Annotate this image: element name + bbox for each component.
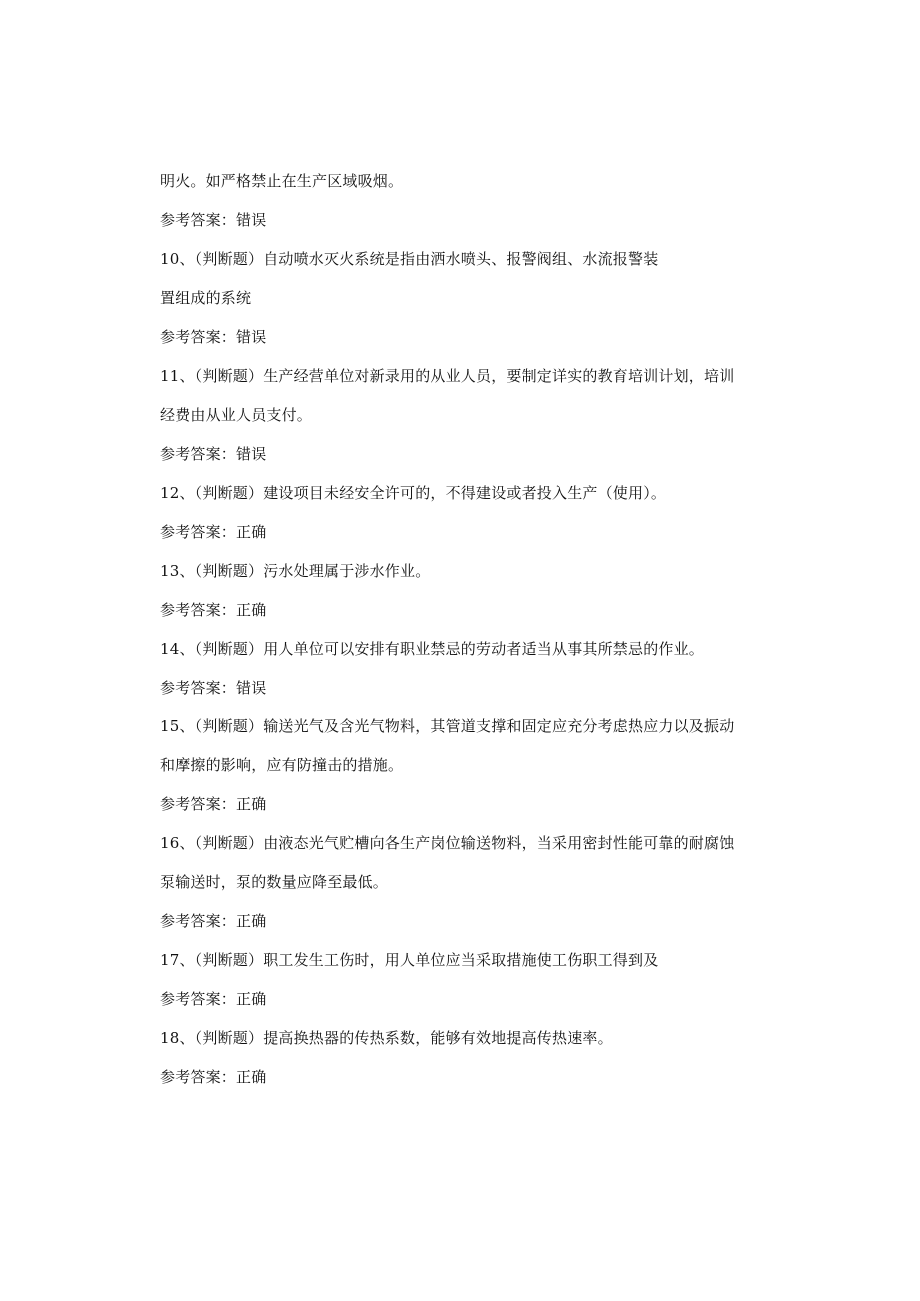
question-10-line-2: 置组成的系统: [160, 289, 252, 307]
question-9-continuation: 明火。如严格禁止在生产区域吸烟。: [160, 172, 404, 190]
question-16-line-1: 16、（判断题）由液态光气贮槽向各生产岗位输送物料，当采用密封性能可靠的耐腐蚀: [160, 834, 735, 852]
question-12: 12、（判断题）建设项目未经安全许可的，不得建设或者投入生产（使用）。: [160, 484, 667, 502]
answer-13: 参考答案：正确: [160, 601, 267, 619]
question-13: 13、（判断题）污水处理属于涉水作业。: [160, 562, 431, 580]
question-14: 14、（判断题）用人单位可以安排有职业禁忌的劳动者适当从事其所禁忌的作业。: [160, 640, 704, 658]
question-17: 17、（判断题）职工发生工伤时，用人单位应当采取措施使工伤职工得到及: [160, 951, 659, 969]
question-15-line-2: 和摩擦的影响，应有防撞击的措施。: [160, 756, 404, 774]
answer-18: 参考答案：正确: [160, 1068, 267, 1086]
answer-9: 参考答案：错误: [160, 211, 267, 229]
answer-16: 参考答案：正确: [160, 912, 267, 930]
question-11-line-1: 11、（判断题）生产经营单位对新录用的从业人员，要制定详实的教育培训计划，培训: [160, 367, 735, 385]
answer-11: 参考答案：错误: [160, 445, 267, 463]
question-10-line-1: 10、（判断题）自动喷水灭火系统是指由洒水喷头、报警阀组、水流报警装: [160, 250, 659, 268]
question-16-line-2: 泵输送时，泵的数量应降至最低。: [160, 873, 389, 891]
answer-10: 参考答案：错误: [160, 328, 267, 346]
answer-17: 参考答案：正确: [160, 990, 267, 1008]
answer-12: 参考答案：正确: [160, 523, 267, 541]
answer-15: 参考答案：正确: [160, 795, 267, 813]
answer-14: 参考答案：错误: [160, 679, 267, 697]
question-11-line-2: 经费由从业人员支付。: [160, 406, 313, 424]
question-18: 18、（判断题）提高换热器的传热系数，能够有效地提高传热速率。: [160, 1029, 613, 1047]
question-15-line-1: 15、（判断题）输送光气及含光气物料，其管道支撑和固定应充分考虑热应力以及振动: [160, 717, 735, 735]
